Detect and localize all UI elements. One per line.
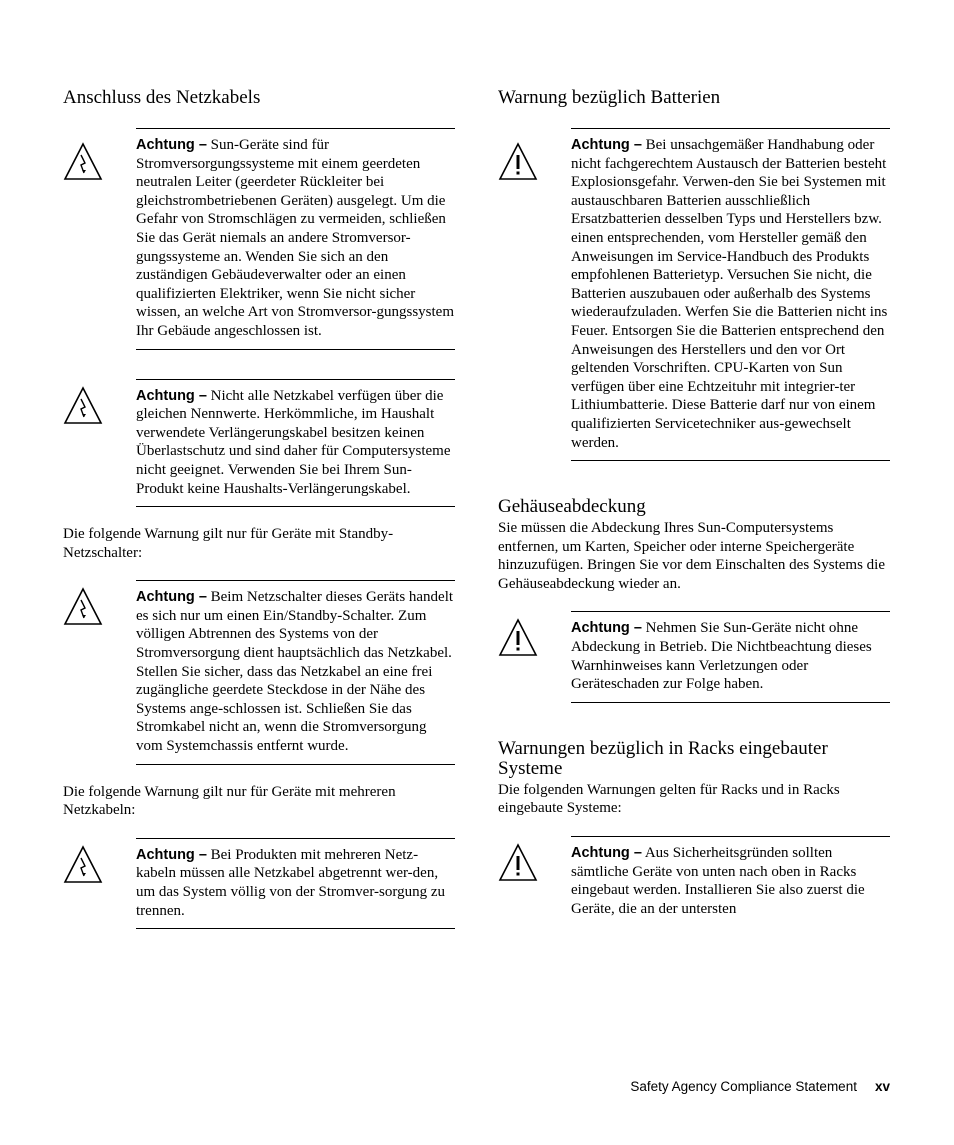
electrical-hazard-icon — [63, 587, 103, 627]
warning-body: Nehmen Sie Sun-Geräte nicht ohne Abdeckung in Betrieb. Die Nichtbeachtung dieses Warnhinweises kann Verletzungen oder Geräteschaden zur Folge haben. — [571, 620, 872, 693]
warning-block — [498, 611, 890, 702]
warning-text — [136, 580, 455, 764]
caution-exclamation-icon — [498, 843, 538, 883]
rule-top — [136, 128, 455, 129]
rule-bottom — [136, 349, 455, 350]
warning-label: Achtung – — [571, 137, 642, 153]
warning-block — [498, 836, 890, 927]
rule-top — [136, 379, 455, 380]
paragraph-racks: Die folgenden Warnungen gelten für Racks und in Racks eingebaute Systeme: — [498, 781, 840, 817]
warning-body: Aus Sicherheitsgründen sollten sämtliche Geräte von unten nach oben in Racks eingebaut werden. Installieren Sie also zuerst die Geräte, die an der untersten — [571, 845, 865, 917]
footer-title: Safety Agency Compliance Statement — [630, 1079, 857, 1094]
warning-label: Achtung – — [136, 137, 207, 153]
warning-label: Achtung – — [136, 589, 207, 606]
rule-bottom — [571, 702, 890, 703]
warning-label: Achtung – — [571, 620, 642, 637]
warning-body: Beim Netzschalter dieses Geräts handelt es sich nur um einen Ein/Standby-Schalter. Zum völligen Abtrennen des Systems von der Stromversorgung dient hauptsächlich das Netzkabel. Stellen Sie sicher, dass das Netzkabel an eine frei zugängliche geerdete Steckdose in der Nähe des Systems ange-schlossen ist. Schließen Sie das Stromkabel nicht an, wenn die Stromversorgung vom Systemchassis entfernt wurde. — [136, 589, 454, 755]
electrical-hazard-icon — [63, 386, 103, 426]
rule-bottom — [136, 928, 455, 929]
right-column — [498, 88, 890, 927]
section-heading-power-cord: Anschluss des Netzkabels — [63, 87, 261, 108]
paragraph-multi-cord: Die folgende Warnung gilt nur für Geräte mit mehreren Netzkabeln: — [63, 783, 396, 819]
warning-body: Bei Produkten mit mehreren Netz-kabeln müssen alle Netzkabel abgetrennt wer-den, um das System völlig von der Stromver-sorgung zu trennen. — [136, 846, 445, 919]
warning-body: Bei unsachgemäßer Handhabung oder nicht fachgerechtem Austausch der Batterien besteht Explosionsgefahr. Verwen-den Sie bei Systemen mit austauschbaren Batterien ausschließlich Ersatzbatterien desselben Typs und Herstellers bzw. einen entsprechenden, vom Hersteller gemäß den Anweisungen im Service-Handbuch des Produkts empfohlenen Batterietyp. Versuchen Sie nicht, die Batterien auszubauen oder außerhalb des Systems wiederaufzuladen. Werfen Sie die Batterien nicht ins Feuer. Entsorgen Sie die Batterien entsprechend den Anweisungen des Herstellers und den vor Ort geltenden Vorschriften. CPU-Karten von Sun verfügen über eine Echtzeituhr mit integrier-ter Lithiumbatterie. Diese Batterie darf nur von einem qualifizierten Servicetechniker aus-gewechselt werden. — [571, 137, 888, 451]
left-column — [63, 88, 455, 929]
rule-top — [571, 128, 890, 129]
warning-label: Achtung – — [136, 387, 207, 404]
warning-body: Sun-Geräte sind für Stromversorgungssysteme mit einem geerdeten neutralen Leiter (geerdeter Rückleiter bei gleichstrombetriebenen Geräten) ausgelegt. Um die Gefahr von Stromschlägen zu vermeiden, schließen Sie das Gerät niemals an andere Stromversor-gungssysteme an. Wenden Sie sich an den zuständigen Gebäudeverwalter oder an einen qualifizierten Elektriker, wenn Sie nicht sicher wissen, an welche Art von Stromversor-gungssystem Ihr Gebäude angeschlossen ist. — [136, 137, 454, 339]
warning-label: Achtung – — [136, 846, 207, 863]
rule-bottom — [136, 506, 455, 507]
warning-block — [63, 838, 455, 929]
warning-text — [571, 128, 890, 461]
rule-bottom — [136, 764, 455, 765]
section-heading-battery: Warnung bezüglich Batterien — [498, 87, 721, 108]
warning-block — [498, 128, 890, 461]
warning-label: Achtung – — [571, 845, 642, 862]
electrical-hazard-icon — [63, 845, 103, 885]
electrical-hazard-icon — [63, 142, 103, 182]
caution-exclamation-icon — [498, 142, 538, 182]
section-heading-cover: Gehäuseabdeckung — [498, 496, 646, 518]
warning-body: Nicht alle Netzkabel verfügen über die gleichen Nennwerte. Herkömmliche, im Haushalt verwendete Verlängerungskabel besitzen keinen Überlastschutz und sind daher für Computersysteme nicht geeignet. Verwenden Sie bei Ihrem Sun-Produkt keine Haushalts-Verlängerungskabel. — [136, 387, 451, 497]
warning-block — [63, 580, 455, 764]
warning-text — [571, 611, 890, 702]
rule-top — [571, 836, 890, 837]
warning-block — [63, 379, 455, 508]
paragraph-standby: Die folgende Warnung gilt nur für Geräte mit Standby-Netzschalter: — [63, 526, 394, 561]
rule-bottom — [571, 460, 890, 461]
rule-top — [136, 580, 455, 581]
warning-text — [136, 379, 455, 508]
rule-top — [571, 611, 890, 612]
page-footer — [630, 1079, 890, 1094]
section-heading-racks: Warnungen bezüglich in Racks eingebauter Systeme — [498, 737, 828, 779]
warning-text — [136, 128, 455, 350]
warning-block — [63, 128, 455, 350]
paragraph-cover: Sie müssen die Abdeckung Ihres Sun-Computersystems entfernen, um Karten, Speicher oder interne Speichergeräte hinzuzufügen. Bringen Sie vor dem Einschalten des Systems die Gehäuseabdeckung wieder an. — [498, 520, 886, 592]
warning-text — [571, 836, 890, 927]
page-number: xv — [874, 1079, 890, 1094]
caution-exclamation-icon — [498, 618, 538, 658]
warning-text — [136, 838, 455, 929]
rule-top — [136, 838, 455, 839]
